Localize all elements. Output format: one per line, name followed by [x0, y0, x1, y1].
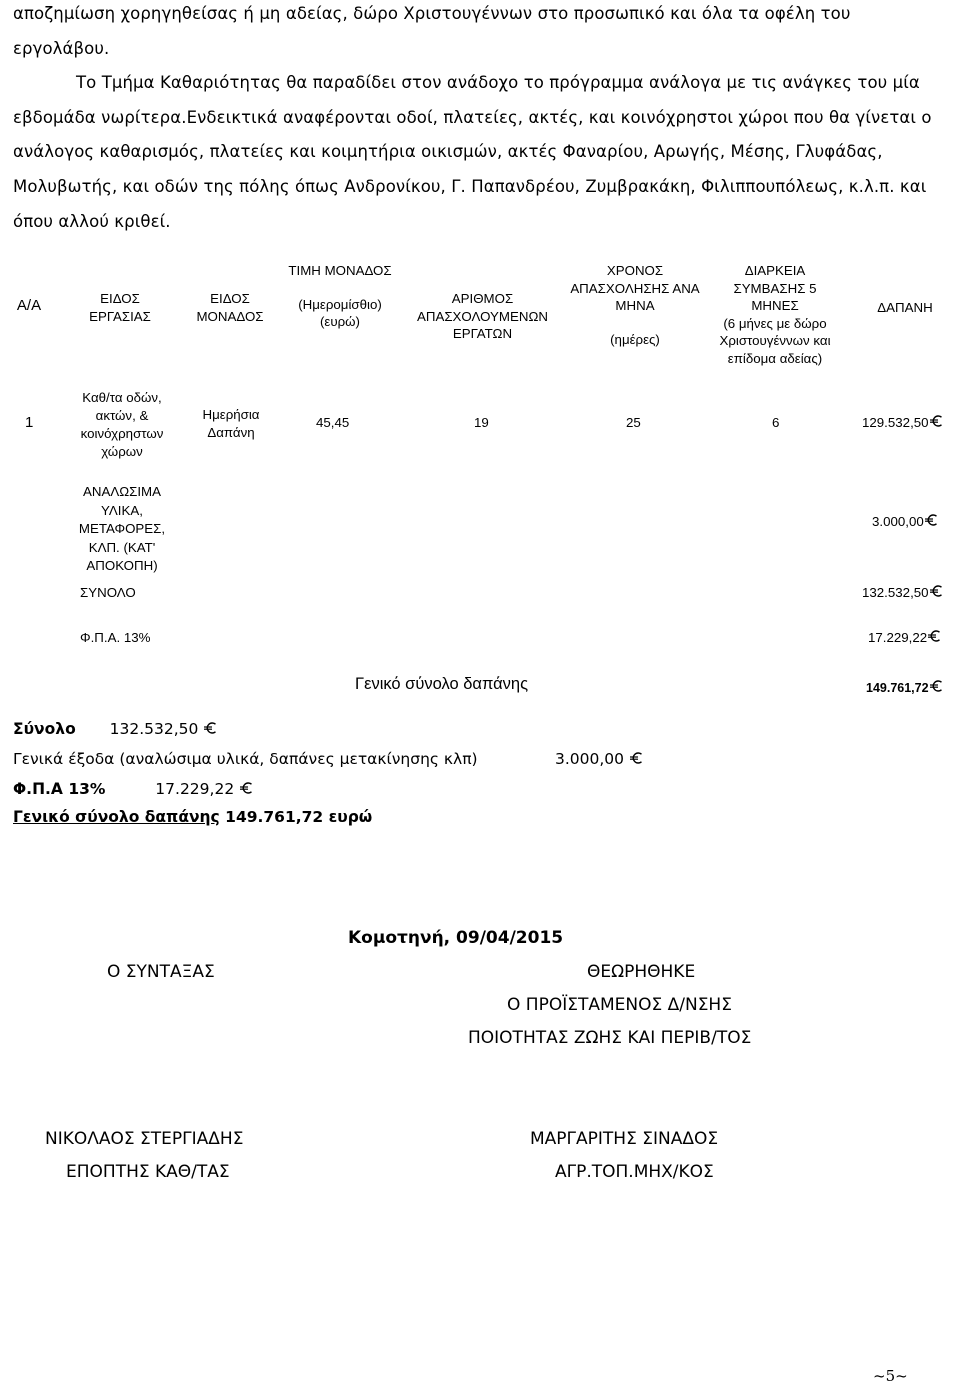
- table-fpa-number: 17.229,22: [868, 630, 928, 645]
- row1-aa: 1: [25, 414, 34, 431]
- table-fpa-label: Φ.Π.Α. 13%: [80, 630, 151, 645]
- header-timi-block: [280, 262, 400, 331]
- row1-ergasia: Καθ/τα οδών, ακτών, & κοινόχρηστων χώρων: [80, 390, 164, 459]
- row1-imeres: 25: [626, 415, 641, 430]
- euro-icon: [929, 415, 943, 427]
- summary-fpa-label: Φ.Π.Α 13%: [13, 780, 106, 798]
- euro-icon: [203, 722, 217, 734]
- intro-text: [13, 0, 948, 239]
- signer2-name: ΜΑΡΓΑΡΙΤΗΣ ΣΙΝΑΔΟΣ: [530, 1129, 719, 1149]
- row2-dapani: [872, 513, 938, 531]
- row2-ergasia: ΑΝΑΛΩΣΙΜΑ ΥΛΙΚΑ, ΜΕΤΑΦΟΡΕΣ, ΚΛΠ. (ΚΑΤ' ΑΠΟΚΟΠΗ): [78, 484, 166, 573]
- table-synolo-value: [862, 584, 943, 602]
- row1-ergates: 19: [474, 415, 489, 430]
- header-xronos-block: [570, 262, 700, 348]
- intro-line-3: Ενδεικτικά αναφέρονται οδοί, πλατείες, ακτές, και κοινόχρηστοι χώροι που θα γίνεται ο ανάλογος καθαρισμός, πλατείες και κοιμητήρια οικισμών, ακτές Φαναρίου, Αρωγής, Μέσης, Γλυφάδας, Μολυβωτής, και οδών της πόλης όπως Ανδρονίκου, Γ. Παπανδρέου, Ζυμβρακάκη, Φιλιππουπόλεως, κ.λ.π. και όπου αλλού κριθεί.: [13, 107, 932, 231]
- theorithike-label: ΘΕΩΡΗΘΗΚΕ: [587, 962, 696, 982]
- table-geniko-number: 149.761,72: [866, 681, 929, 695]
- header-diarkeia-block: [700, 262, 850, 367]
- intro-line-1: αποζημίωση χορηγηθείσας ή μη αδείας, δώρο Χριστουγέννων στο προσωπικό και όλα τα οφέλη του εργολάβου.: [13, 4, 851, 58]
- row1-timi: 45,45: [316, 415, 350, 430]
- dieuthynsi-label: ΠΟΙΟΤΗΤΑΣ ΖΩΗΣ ΚΑΙ ΠΕΡΙΒ/ΤΟΣ: [468, 1028, 752, 1048]
- header-diarkeia: ΔΙΑΡΚΕΙΑ ΣΥΜΒΑΣΗΣ 5 ΜΗΝΕΣ: [733, 263, 817, 313]
- euro-icon: [239, 782, 253, 794]
- euro-icon: [929, 585, 943, 597]
- summary-synolo-label: Σύνολο: [13, 720, 76, 738]
- table-synolo-label: ΣΥΝΟΛΟ: [80, 585, 136, 600]
- euro-icon: [629, 752, 643, 764]
- header-xronos-sub: (ημέρες): [610, 331, 660, 347]
- row1-dapani-value: 129.532,50: [862, 415, 929, 430]
- row2-dapani-value: 3.000,00: [872, 514, 924, 529]
- summary-synolo: [13, 720, 217, 738]
- summary-synolo-value: 132.532,50: [109, 720, 199, 738]
- header-diarkeia-sub: (6 μήνες με δώρο Χριστουγέννων και επίδομα αδείας): [719, 315, 831, 366]
- header-aa: Α/Α: [16, 297, 42, 314]
- table-fpa-value: [868, 629, 941, 647]
- table-geniko-label: Γενικό σύνολο δαπάνης: [355, 675, 529, 693]
- header-eidos-monados: ΕΙΔΟΣ ΜΟΝΑΔΟΣ: [196, 291, 264, 324]
- intro-line-2: Το Τμήμα Καθαριότητας θα παραδίδει στον ανάδοχο το πρόγραμμα ανάλογα με τις ανάγκες του μία εβδομάδα νωρίτερα.: [13, 73, 920, 127]
- table-geniko-value: [866, 679, 943, 697]
- proistamenos-label: Ο ΠΡΟΪΣΤΑΜΕΝΟΣ Δ/ΝΣΗΣ: [507, 995, 732, 1015]
- row1-monada: Ημερήσια Δαπάνη: [202, 407, 260, 440]
- page-number: ~5~: [873, 1367, 908, 1385]
- euro-icon: [929, 680, 943, 692]
- euro-icon: [924, 514, 938, 526]
- signer2-title: ΑΓΡ.ΤΟΠ.ΜΗΧ/ΚΟΣ: [555, 1162, 714, 1182]
- summary-geniko-value: 149.761,72 ευρώ: [225, 808, 373, 826]
- header-timi-monados: ΤΙΜΗ ΜΟΝΑΔΟΣ: [288, 263, 392, 278]
- place-date: Κομοτηνή, 09/04/2015: [348, 928, 564, 948]
- signer1-title: ΕΠΟΠΤΗΣ ΚΑΘ/ΤΑΣ: [66, 1162, 230, 1182]
- euro-icon: [927, 630, 941, 642]
- summary-geniko-label: Γενικό σύνολο δαπάνης: [13, 808, 220, 826]
- summary-fpa-value: 17.229,22: [155, 780, 235, 798]
- summary-genika-label: Γενικά έξοδα (αναλώσιμα υλικά, δαπάνες μετακίνησης κλπ): [13, 750, 478, 768]
- row1-mines: 6: [772, 415, 780, 430]
- syntaxas-label: Ο ΣΥΝΤΑΞΑΣ: [107, 962, 215, 982]
- summary-geniko: [13, 808, 372, 826]
- header-timi-sub1: (Ημερομίσθιο): [298, 296, 382, 312]
- header-xronos: ΧΡΟΝΟΣ ΑΠΑΣΧΟΛΗΣΗΣ ΑΝΑ ΜΗΝΑ: [570, 263, 700, 313]
- signer1-name: ΝΙΚΟΛΑΟΣ ΣΤΕΡΓΙΑΔΗΣ: [45, 1129, 244, 1149]
- header-eidos-ergasias: ΕΙΔΟΣ ΕΡΓΑΣΙΑΣ: [89, 291, 151, 324]
- header-arithmos: ΑΡΙΘΜΟΣ ΑΠΑΣΧΟΛΟΥΜΕΝΩΝ ΕΡΓΑΤΩΝ: [416, 291, 548, 341]
- row1-dapani: [862, 414, 943, 432]
- summary-genika-amount: [555, 750, 643, 768]
- table-synolo-number: 132.532,50: [862, 585, 929, 600]
- header-dapani: ΔΑΠΑΝΗ: [877, 300, 933, 315]
- summary-genika-value: 3.000,00: [555, 750, 625, 768]
- header-timi-sub2: (ευρώ): [319, 314, 360, 329]
- summary-fpa: [13, 780, 253, 798]
- summary-genika: [13, 750, 478, 768]
